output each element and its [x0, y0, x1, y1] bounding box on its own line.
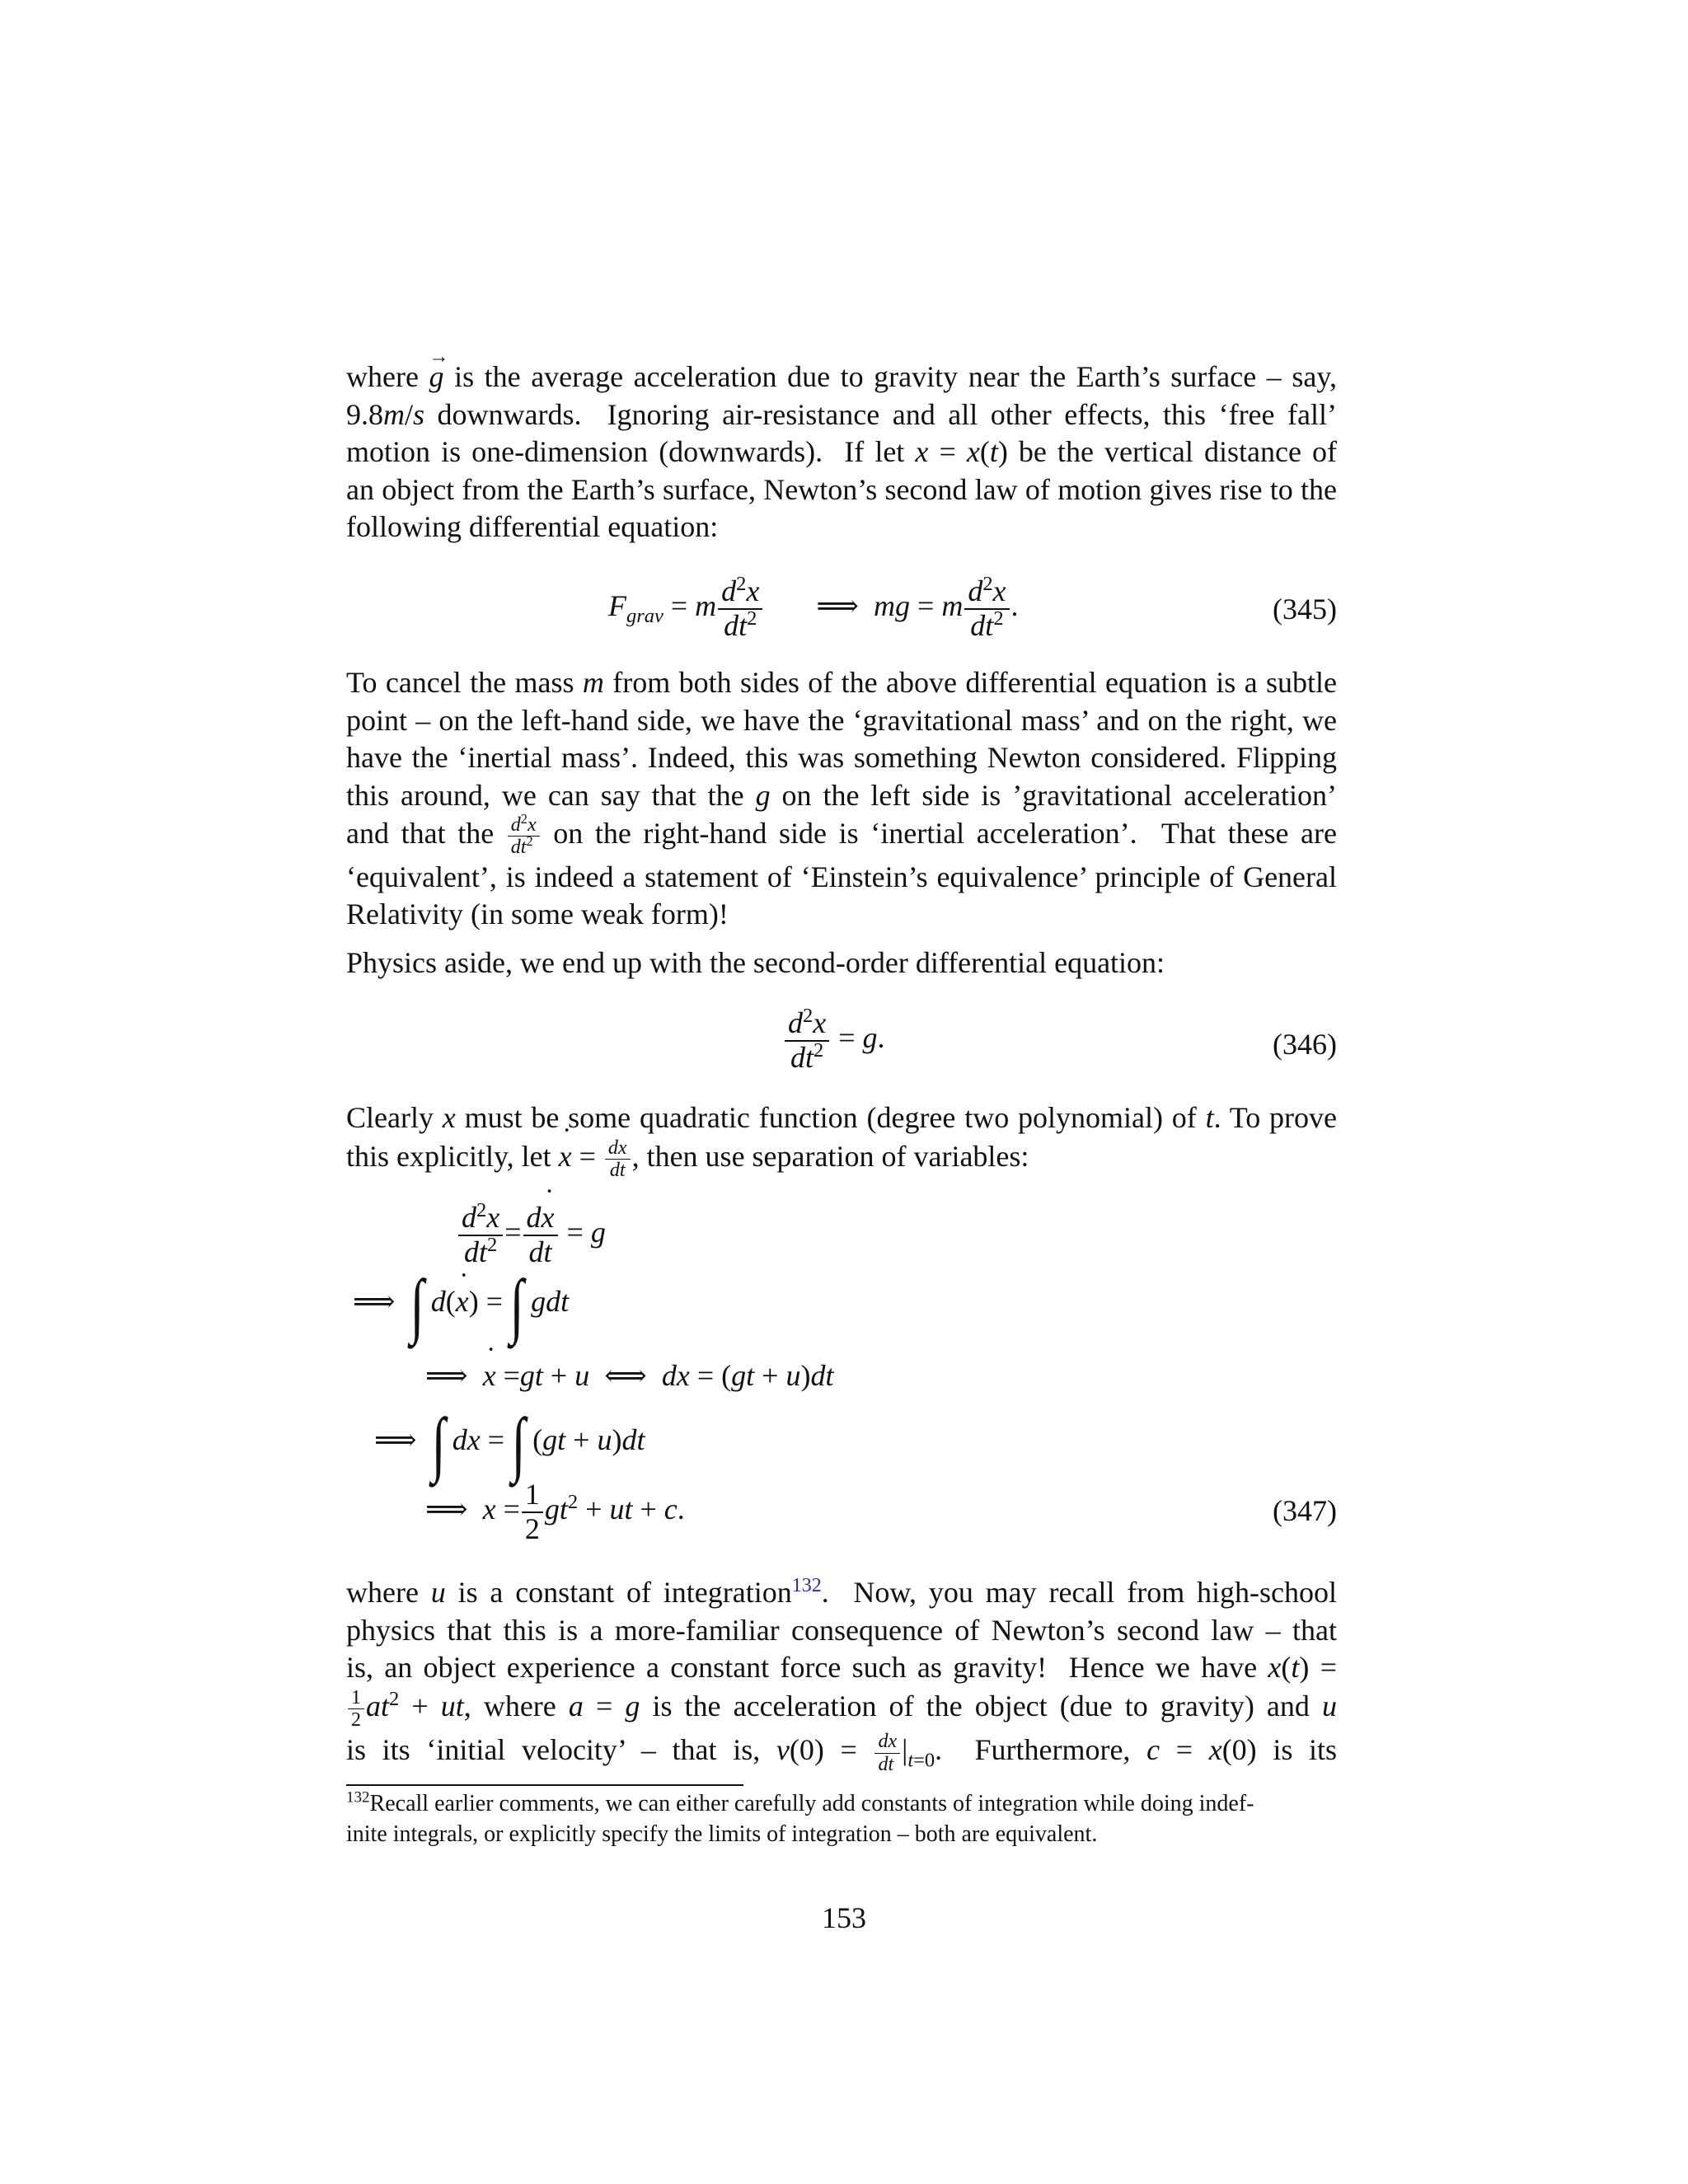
text-line: To cancel the mass m from both sides of the above differential equation is a subtle [346, 666, 1338, 699]
equation-347 [346, 1195, 1337, 1545]
paragraph-physics-aside [346, 944, 1337, 982]
text-line: ‘equivalent’, is indeed a statement of ‘Einstein’s equivalence’ principle of General [346, 860, 1337, 893]
paragraph-integration-constant [346, 1574, 1337, 1775]
text-line: 9.8m/s downwards. Ignoring air-resistance and all other effects, this ‘free fall’ [346, 397, 1337, 431]
derivation-line-1: $\frac{d^2x}{dt^2}$ = $\frac{d˙ x}{dt}$ = g [457, 1202, 606, 1268]
text-line: an object from the Earth’s surface, Newton’s second law of motion gives rise to the [346, 472, 1337, 506]
equation-number: (347) [1273, 1494, 1337, 1527]
text-line: point – on the left-hand side, we have the ‘gravitational mass’ and on the right, we [346, 703, 1337, 737]
paragraph-quadratic [346, 1099, 1337, 1181]
derivation-line-3: ⟹ ˙ x =gt + u ⟺ dx = (gt + u)dt [425, 1358, 833, 1393]
text-line: $\frac{1}{2}$ $at^2$ + ut, where a = g is the acceleration of the object (due to gravity) and u [346, 1687, 1337, 1732]
text-line: physics that this is a more-familiar consequence of Newton’s second law – that [346, 1613, 1337, 1647]
text-line: this around, we can say that the g on the left side is ’gravitational acceleration’ [346, 778, 1337, 812]
paragraph-intro [346, 359, 1337, 546]
equation-346 [346, 1004, 1337, 1086]
derivation-line-5: ⟹ x = $\frac{1}{2}$ $gt^2$ + ut + c. [425, 1478, 685, 1545]
text-line: following differential equation: [346, 510, 719, 543]
footnote-line: inite integrals, or explicitly specify the limits of integration – both are equivalent. [346, 1821, 1098, 1847]
footnote-rule [346, 1784, 743, 1786]
text-line: where u is a constant of integration$^{132}$. Now, you may recall from high-school [346, 1575, 1337, 1609]
equation-345-body: $F_{grav} = m$ $\frac{d^2x}{dt^2}$ ⟹ mg = m $\frac{d^2x}{dt^2}$ . [608, 573, 1019, 642]
text-line: where → g is the average acceleration due to gravity near the Earth’s surface – say, [346, 359, 1337, 396]
footnote-ref[interactable]: 132 [791, 1575, 822, 1596]
equation-number: (345) [1273, 593, 1337, 626]
text-line: Physics aside, we end up with the second-order differential equation: [346, 946, 1165, 979]
footnote [346, 1788, 1337, 1849]
text-line: is its ‘initial velocity’ – that is, v(0) = $\frac{dx}{dt}$ $|_{t=0}$. Furthermore, c = x(0) is its [346, 1731, 1337, 1775]
text-line: and that the $\frac{d^2x}{dt^2}$ on the right-hand side is ‘inertial acceleration’. That these are [346, 811, 1337, 859]
paragraph-mass [346, 664, 1337, 934]
text-line: Relativity (in some weak form)! [346, 898, 729, 931]
text-line: have the ‘inertial mass’. Indeed, this was something Newton considered. Flipping [346, 741, 1337, 774]
equation-346-body: $\frac{d^2x}{dt^2}$ = g. [783, 1007, 885, 1074]
equation-345 [346, 569, 1337, 651]
text-line: this explicitly, let ˙ x = $\frac{dx}{dt}$ , then use separation of variables: [346, 1137, 1337, 1182]
text-line: motion is one-dimension (downwards). If let x = x(t) be the vertical distance of [346, 435, 1337, 468]
derivation-line-4: ⟹ ∫ dx = ∫ (gt + u)dt [374, 1404, 645, 1484]
text-line: Clearly x must be some quadratic function (degree two polynomial) of t. To prove [346, 1101, 1337, 1134]
footnote-line: $^{132}$Recall earlier comments, we can either carefully add constants of integration while doing indef- [346, 1788, 1254, 1816]
footnote-mark: 132 [346, 1788, 370, 1807]
page-number: 153 [822, 1901, 866, 1934]
derivation-line-2: ⟹ ∫ d(˙ x) = ∫ gdt [353, 1284, 569, 1324]
equation-number: (346) [1273, 1028, 1337, 1061]
text-line: is, an object experience a constant force such as gravity! Hence we have x(t) = [346, 1651, 1337, 1684]
